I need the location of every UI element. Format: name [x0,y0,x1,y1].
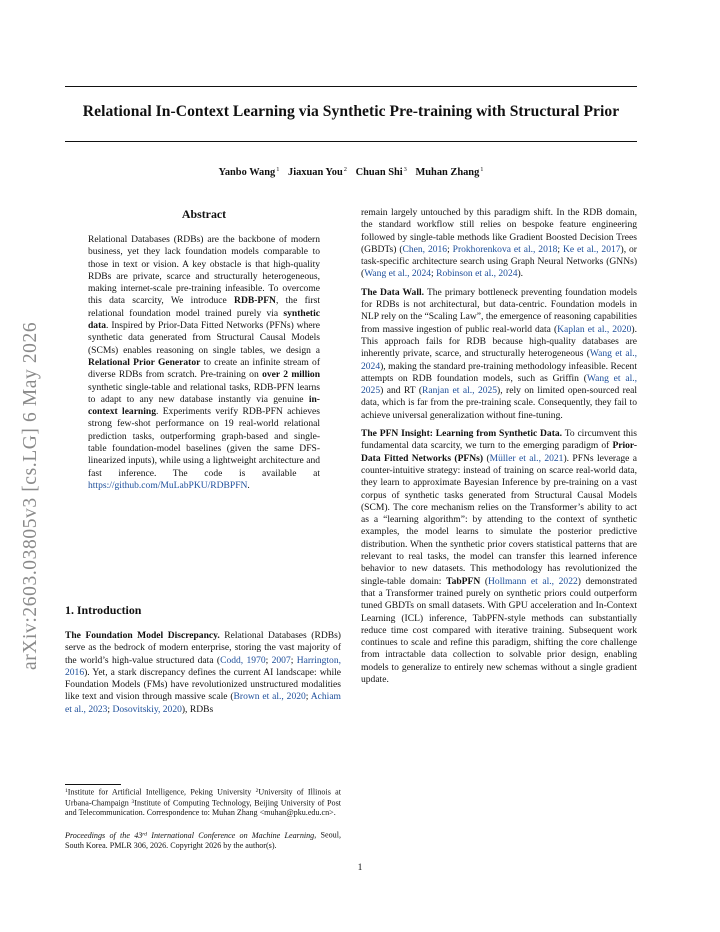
proceedings-note: Proceedings of the 43rd International Conference on Machine Learning, Seoul, South Korea. PMLR 306, 2026. Copyright 2026 by the author(s). [65,830,341,850]
author-1: Yanbo Wang$^1$ [218,166,280,178]
intro-paragraph: The Foundation Model Discrepancy. Relational Databases (RDBs) serve as the bedrock of modern enterprise, storing the vast majority of the world’s high-value structured data (Codd, 1970; 2007; Harrington, 2016). Yet, a stark discrepancy defines the current AI landscape: while Foundation Models (FMs) have revolutionized unstructured modalities like text and vision through massive scale (Brown et al., 2020; Achiam et al., 2023; Dosovitskiy, 2020), RDBs [65,630,341,715]
citation-link[interactable]: Dosovitskiy, 2020 [112,703,182,715]
arxiv-id-text: arXiv:2603.03805v3 [cs.LG] 6 May 2026 [20,321,41,670]
page-number: 1 [357,862,363,873]
author-4: Muhan Zhang$^1$ [415,166,484,178]
citation-link[interactable]: Kaplan et al., 2020 [557,323,632,335]
code-link[interactable]: https://github.com/MuLabPKU/RDBPFN [88,479,248,491]
author-3: Chuan Shi$^3$ [355,166,407,178]
right-column [361,207,637,686]
title-top-rule [65,86,637,87]
citation-link[interactable]: Hollmann et al., 2022 [488,575,578,587]
affiliation-footnote: $^1$Institute for Artificial Intelligence, Peking University $^2$University of Illinois at Urbana-Champaign $^3$Institute of Computing Technology, Beijing University of Post and Telecommunication. Correspondence to: Muhan Zhang <muhan@pku.edu.cn>. [65,787,341,817]
arxiv-watermark [20,262,42,670]
paper-title: Relational In-Context Learning via Synthetic Pre-training with Structural Prior [82,103,620,120]
abstract-paragraph: Relational Databases (RDBs) are the backbone of modern business, yet they lack foundation models comparable to those in text or vision. A key obstacle is that high-quality RDBs are private, scarce and structurally heterogeneous, making internet-scale pre-training infeasible. To overcome this data scarcity, We introduce RDB-PFN, the first relational foundation model trained purely via synthetic data. Inspired by Prior-Data Fitted Networks (PFNs) where synthetic data generated from Structural Causal Models (SCMs) enables reasoning on single tables, we design a Relational Prior Generator to create an infinite stream of diverse RDBs from scratch. Pre-training on over 2 million synthetic single-table and relational tasks, RDB-PFN learns to adapt to any new database instantly via genuine in-context learning. Experiments verify RDB-PFN achieves strong few-shot performance on 19 real-world relational prediction tasks, outperforming graph-based and single-table foundation-model baselines (given the same DFS-linearized inputs), while using a lightweight architecture and fast inference. The code is available at https://github.com/MuLabPKU/RDBPFN. [88,234,321,491]
citation-link[interactable]: Müller et al., 2021 [489,452,564,464]
citation-link[interactable]: Robinson et al., 2024 [436,268,518,280]
abstract-heading: Abstract [181,207,227,221]
citation-link[interactable]: Ranjan et al., 2025 [422,385,498,397]
citation-link[interactable]: Wang et al., 2024 [364,268,432,280]
citation-link[interactable]: Codd, 1970 [220,654,266,666]
citation-link[interactable]: Chen, 2016 [402,243,448,255]
right-paragraph-pfn-insight: The PFN Insight: Learning from Synthetic Data. To circumvent this fundamental data scarcity, we turn to the emerging paradigm of Prior-Data Fitted Networks (PFNs) (Müller et al., 2021). PFNs leverage a counter-intuitive strategy: instead of training on scarce real-world data, they learn to approximate Bayesian Inference by pre-training on a vast corpus of synthetic tasks generated from Structural Causal Models (SCM). The core mechanism relies on the Transformer’s ability to act as a “learning algorithm”: by attending to the context of synthetic examples, the model learns to simulate the posterior predictive distribution. When the synthetic prior covers statistical patterns that are relevant to real tasks, the model can transfer this learned inference behavior to new datasets. This methodology has revolutionized the single-table domain: TabPFN (Hollmann et al., 2022) demonstrated that a Transformer trained purely on synthetic priors could outperform tuned GBDTs on small datasets. With GPU acceleration and In-Context Learning (ICL) inference, TabPFN-style methods can substantially reduce time cost compared with iterative training. Subsequent work continues to scale and refine this paradigm, shifting the core challenge from intractable data collection to solvable prior design, enabling models to generalize to entirely new schemas without a single gradient update. [361,428,638,685]
citation-link[interactable]: Wang et al., 2025 [361,372,637,397]
citation-link[interactable]: Achiam et al., 2023 [65,691,341,715]
citation-link[interactable]: Prokhorenkova et al., 2018 [452,243,558,255]
citation-link[interactable]: Harrington, 2016 [65,654,341,678]
intro-left-column [65,630,341,716]
citation-link[interactable]: Brown et al., 2020 [233,691,306,703]
citation-link[interactable]: 2007 [271,654,291,666]
author-2: Jiaxuan You$^2$ [288,166,347,178]
footnote-rule [65,784,121,785]
title-bottom-rule [65,141,637,142]
right-paragraph-continuation: remain largely untouched by this paradigm shift. In the RDB domain, the standard workflow still relies on bespoke feature engineering followed by single-table methods like Gradient Boosted Decision Trees (GBDTs) (Chen, 2016; Prokhorenkova et al., 2018; Ke et al., 2017), or task-specific architecture search using Graph Neural Networks (GNNs) (Wang et al., 2024; Robinson et al., 2024). [361,207,637,280]
author-list [65,166,637,178]
right-paragraph-data-wall: The Data Wall. The primary bottleneck preventing foundation models for RDBs is not architectural, but data-centric. Foundation models in NLP rely on the “Scaling Law”, the emergence of reasoning capabilities from massive ingestion of public real-world data (Kaplan et al., 2020). This approach fails for RDB because high-quality databases are inherently private, scarce, and structurally heterogeneous (Wang et al., 2024), making the standard pre-training methodology infeasible. Recent attempts on RDB foundation models, such as Griffin (Wang et al., 2025) and RT (Ranjan et al., 2025), rely on limited open-sourced real data, which is far from the pre-training scale. Consequently, they fail to achieve universal generalization without fine-tuning. [361,286,638,421]
citation-link[interactable]: Wang et al., 2024 [361,348,638,372]
citation-link[interactable]: Ke et al., 2017 [562,243,621,255]
abstract-body [88,234,320,492]
section-heading-introduction: 1. Introduction [65,603,142,617]
